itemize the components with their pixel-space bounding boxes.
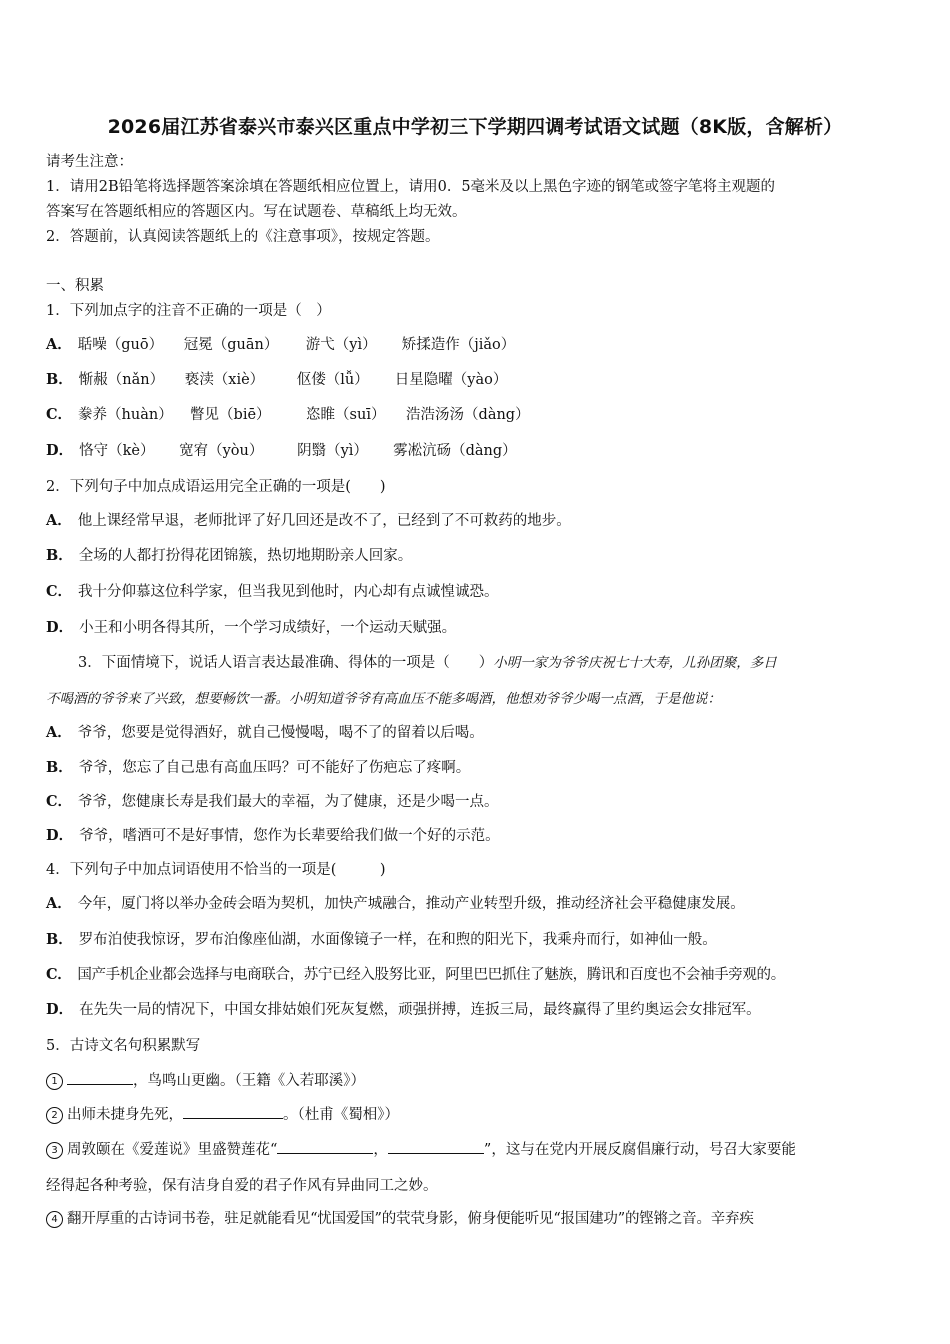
- question-3-option-b: [46, 758, 910, 778]
- question-4-option-c: [46, 965, 910, 985]
- option-word: 亵渎（xiè）: [184, 372, 265, 388]
- question-1-stem: 1．下列加点字的注音不正确的一项是（ ）: [46, 303, 331, 319]
- option-text: 罗布泊使我惊讶，罗布泊像座仙湖，水面像镜子一样，在和煦的阳光下，我乘舟而行，如神仙一般。: [78, 932, 717, 948]
- option-label: B．: [46, 931, 73, 948]
- option-text: 爷爷，嗜酒可不是好事情，您作为长辈要给我们做一个好的示范。: [79, 828, 500, 844]
- question-4-option-b: [46, 930, 910, 950]
- option-label: C．: [46, 406, 73, 423]
- question-2-option-d: [46, 618, 910, 638]
- item-number: 2: [46, 1107, 63, 1124]
- option-word: 游弋（yì）: [305, 337, 377, 353]
- question-3-context-cont: 不喝酒的爷爷来了兴致，想要畅饮一番。小明知道爷爷有高血压不能多喝酒，他想劝爷爷少喝一点酒，于是他说：: [46, 691, 721, 707]
- item-text: ”，这与在党内开展反腐倡廉行动，号召大家要能: [483, 1142, 796, 1158]
- question-4-option-d: [46, 1000, 910, 1020]
- question-2-stem: 2．下列句子中加点成语运用完全正确的一项是( ): [46, 479, 386, 495]
- notice-heading: 请考生注意：: [46, 154, 133, 170]
- question-3-context: 小明一家为爷爷庆祝七十大寿，儿孙团聚，多日: [493, 655, 777, 671]
- question-1-option-b: [46, 370, 910, 390]
- page-title: 2026届江苏省泰兴市泰兴区重点中学初三下学期四调考试语文试题（8K版，含解析）: [107, 116, 843, 138]
- option-label: D．: [46, 442, 74, 459]
- option-word: 恣睢（suī）: [306, 407, 386, 423]
- option-label: A．: [46, 336, 72, 353]
- option-text: 在先失一局的情况下，中国女排姑娘们死灰复燃，顽强拼搏，连扳三局，最终赢得了里约奥运会女排冠军。: [79, 1002, 761, 1018]
- option-word: 阴翳（yì）: [297, 443, 368, 459]
- option-label: A．: [46, 724, 72, 741]
- option-text: 全场的人都打扮得花团锦簇，热切地期盼亲人回家。: [78, 548, 413, 564]
- item-text: 周敦颐在《爱莲说》里盛赞莲花“: [67, 1142, 278, 1158]
- option-word: 伛偻（lǚ）: [296, 372, 369, 388]
- notice-item-1: 1．请用2B铅笔将选择题答案涂填在答题纸相应位置上，请用0．5毫米及以上黑色字迹的钢笔或签字笔将主观题的: [46, 179, 776, 195]
- option-label: C．: [46, 583, 73, 600]
- question-2-option-b: [46, 546, 910, 566]
- option-label: A．: [46, 895, 72, 912]
- fill-blank[interactable]: [183, 1104, 283, 1119]
- question-3-option-d: [46, 826, 910, 846]
- item-text: 翻开厚重的古诗词书卷，驻足就能看见“忧国爱国”的茕茕身影，俯身便能听见“报国建功”的铿锵之音。辛弃疾: [67, 1211, 754, 1227]
- option-text: 他上课经常早退，老师批评了好几回还是改不了，已经到了不可救药的地步。: [77, 513, 571, 529]
- option-text: 小王和小明各得其所，一个学习成绩好，一个运动天赋强。: [79, 620, 457, 636]
- item-text: ，鸟鸣山更幽。（王籍《入若耶溪》）: [133, 1073, 365, 1089]
- option-label: D．: [46, 827, 74, 844]
- option-word: 宽宥（yòu）: [179, 443, 264, 459]
- option-label: A．: [46, 512, 72, 529]
- question-5-item-3: [46, 1139, 910, 1160]
- question-5-stem: 5．古诗文名句积累默写: [46, 1038, 201, 1054]
- section-heading: 一、积累: [46, 278, 104, 294]
- fill-blank[interactable]: [67, 1070, 133, 1085]
- option-word: 冠冕（guān）: [183, 337, 279, 353]
- option-word: 豢养（huàn）: [78, 407, 173, 423]
- option-text: 爷爷，您健康长寿是我们最大的幸福，为了健康，还是少喝一点。: [78, 794, 499, 810]
- question-5-item-2: [46, 1104, 910, 1125]
- option-label: D．: [46, 1001, 74, 1018]
- option-word: 恪守（kè）: [79, 443, 155, 459]
- item-text: 。（杜甫《蜀相》）: [283, 1107, 399, 1123]
- notice-item-1-cont: 答案写在答题纸相应的答题区内。写在试题卷、草稿纸上均无效。: [46, 204, 467, 220]
- item-number: 3: [46, 1142, 63, 1159]
- question-3-option-c: [46, 792, 910, 812]
- option-word: 雾凇沆砀（dàng）: [393, 443, 517, 459]
- question-3-stem-text: 3．下面情境下，说话人语言表达最准确、得体的一项是（ ）: [78, 655, 494, 671]
- option-word: 浩浩汤汤（dàng）: [406, 407, 530, 423]
- fill-blank[interactable]: [388, 1139, 484, 1154]
- notice-item-2: 2．答题前，认真阅读答题纸上的《注意事项》，按规定答题。: [46, 229, 440, 245]
- question-3-stem: [78, 653, 910, 673]
- question-1-option-d: [46, 441, 910, 461]
- fill-blank[interactable]: [277, 1139, 373, 1154]
- option-label: C．: [46, 966, 72, 983]
- option-word: 惭赧（nǎn）: [78, 372, 165, 388]
- option-label: B．: [46, 547, 73, 564]
- question-1-option-c: [46, 405, 910, 425]
- option-label: B．: [46, 759, 73, 776]
- option-text: 爷爷，您要是觉得酒好，就自己慢慢喝，喝不了的留着以后喝。: [77, 725, 484, 741]
- option-label: C．: [46, 793, 73, 810]
- question-5-item-4: [46, 1209, 910, 1229]
- option-label: D．: [46, 619, 74, 636]
- question-3-option-a: [46, 723, 910, 743]
- question-4-stem: 4．下列句子中加点词语使用不恰当的一项是( ): [46, 862, 386, 878]
- option-word: 瞥见（biē）: [190, 407, 271, 423]
- option-label: B．: [46, 371, 73, 388]
- option-word: 日星隐曜（yào）: [394, 372, 508, 388]
- question-5-item-3-cont: 经得起各种考验，保有洁身自爱的君子作风有异曲同工之妙。: [46, 1178, 438, 1194]
- question-2-option-a: [46, 511, 910, 531]
- question-5-item-1: [46, 1070, 910, 1091]
- item-number: 1: [46, 1073, 63, 1090]
- option-text: 国产手机企业都会选择与电商联合，苏宁已经入股努比亚，阿里巴巴抓住了魅族，腾讯和百度也不会袖手旁观的。: [77, 967, 785, 983]
- option-text: 我十分仰慕这位科学家，但当我见到他时，内心却有点诚惶诚恐。: [78, 584, 499, 600]
- question-1-option-a: [46, 335, 910, 355]
- option-text: 爷爷，您忘了自己患有高血压吗？可不能好了伤疤忘了疼啊。: [78, 760, 471, 776]
- question-2-option-c: [46, 582, 910, 602]
- item-number: 4: [46, 1211, 63, 1228]
- option-word: 聒噪（guō）: [77, 337, 164, 353]
- option-word: 矫揉造作（jiǎo）: [401, 337, 516, 353]
- item-text: 出师未捷身先死，: [67, 1107, 183, 1123]
- item-text: ，: [373, 1142, 388, 1158]
- question-4-option-a: [46, 894, 910, 914]
- option-text: 今年，厦门将以举办金砖会晤为契机，加快产城融合，推动产业转型升级，推动经济社会平稳健康发展。: [77, 896, 745, 912]
